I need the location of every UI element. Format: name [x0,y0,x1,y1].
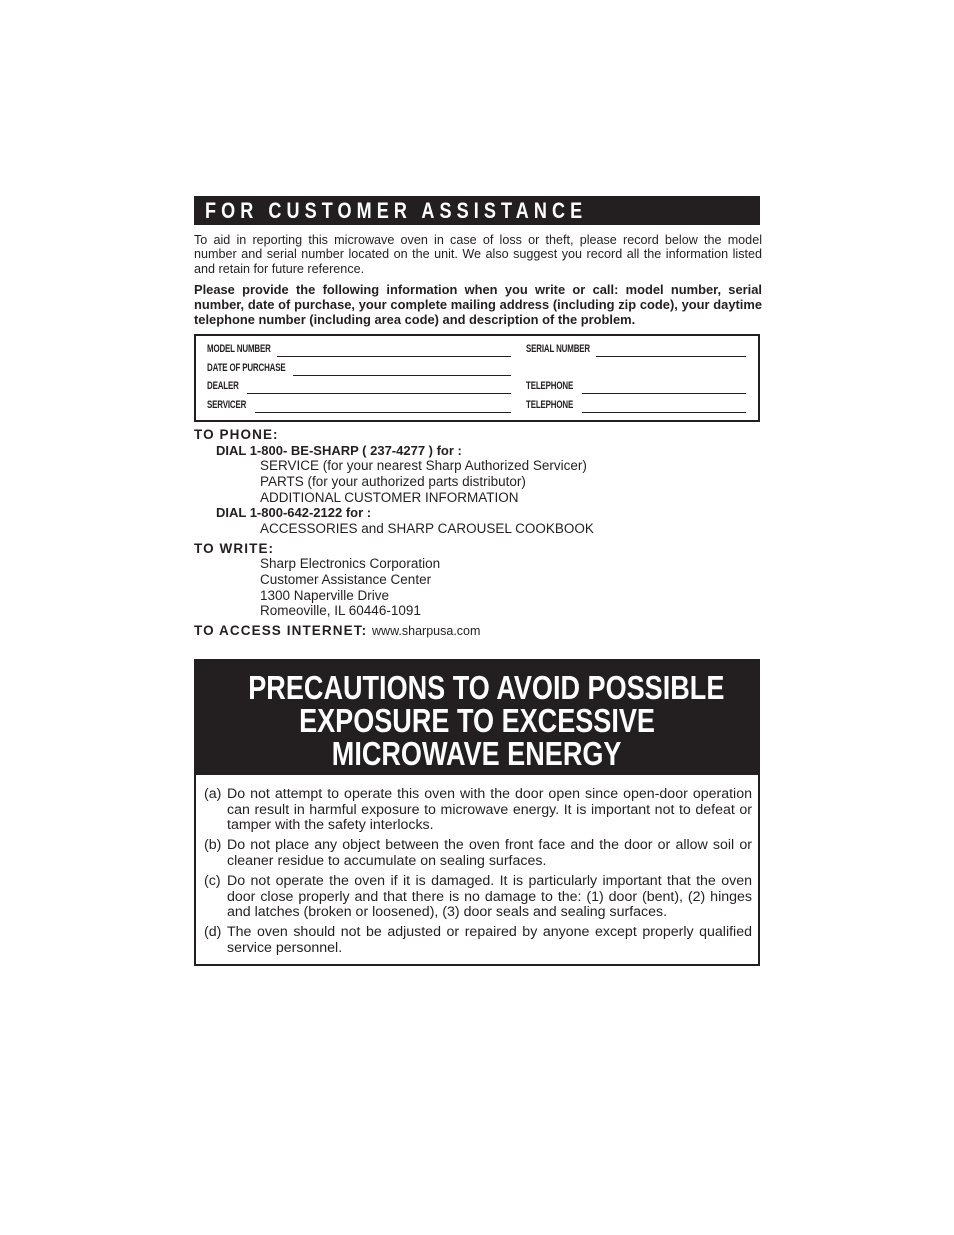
dial-1-item: ADDITIONAL CUSTOMER INFORMATION [260,490,519,505]
instructions-paragraph: Please provide the following information when you write or call: model number, serial number, date of purchase, your complete mailing address (including zip code), your daytime telephone number (including area code) and description of the problem. [194,282,762,328]
telephone-field-2[interactable] [582,412,746,413]
address-line: Sharp Electronics Corporation [260,556,441,571]
serial-number-field[interactable] [596,356,746,357]
telephone-label-2: TELEPHONE [526,399,574,411]
servicer-label: SERVICER [207,399,247,411]
dealer-label: DEALER [207,380,239,392]
precautions-header [196,661,758,775]
precautions-title-line: EXPOSURE TO EXCESSIVE [299,702,655,739]
precaution-tag: (d) [204,924,222,940]
customer-assistance-title: FOR CUSTOMER ASSISTANCE [205,198,588,223]
customer-assistance-banner [194,196,760,225]
precautions-title-line: MICROWAVE ENERGY [332,735,622,772]
precaution-text: Do not operate the oven if it is damaged. It is particularly important that the oven door close properly and that there is no damage to the: (1) door (bent), (2) hinges and latches (broken or loosened), (3) door seals and sealing surfaces. [227,873,752,921]
address-line: Customer Assistance Center [260,572,432,587]
dial-1-item: SERVICE (for your nearest Sharp Authorized Servicer) [260,458,587,473]
serial-number-label: SERIAL NUMBER [526,343,590,355]
dial-accessories: DIAL 1-800-642-2122 for : [216,505,372,520]
precaution-item-a [204,787,752,834]
address-line: 1300 Naperville Drive [260,588,390,603]
record-form [194,334,760,422]
to-write-heading: TO WRITE: [194,541,275,556]
date-of-purchase-field[interactable] [293,375,511,376]
precaution-item-d [204,925,752,956]
precaution-text: Do not attempt to operate this oven with the door open since open-door operation can result in harmful exposure to microwave energy. It is important not to defeat or tamper with the safety interlocks. [227,786,752,834]
telephone-label-1: TELEPHONE [526,380,574,392]
precaution-item-c [204,874,752,921]
precaution-item-b [204,838,752,869]
to-phone-heading: TO PHONE: [194,427,279,442]
servicer-field[interactable] [255,412,511,413]
intro-paragraph: To aid in reporting this microwave oven in case of loss or theft, please record below the model number and serial number located on the unit. We also suggest you record all the information listed and retain for future reference. [194,233,762,276]
model-number-label: MODEL NUMBER [207,343,271,355]
precautions-box [194,659,760,966]
telephone-field-1[interactable] [582,393,746,394]
precaution-tag: (b) [204,837,222,853]
dealer-field[interactable] [247,393,511,394]
website-link[interactable]: www.sharpusa.com [372,624,481,638]
precaution-tag: (c) [204,873,221,889]
precaution-text: Do not place any object between the oven front face and the door or allow soil or cleaner residue to accumulate on sealing surfaces. [227,837,752,869]
dial-2-item: ACCESSORIES and SHARP CAROUSEL COOKBOOK [260,521,594,536]
precaution-text: The oven should not be adjusted or repaired by anyone except properly qualified service personnel. [227,924,752,956]
precaution-tag: (a) [204,786,222,802]
address-line: Romeoville, IL 60446-1091 [260,603,421,618]
internet-row [194,623,480,638]
to-access-internet-heading: TO ACCESS INTERNET: [194,623,368,638]
precautions-title-line: PRECAUTIONS TO AVOID POSSIBLE [248,669,725,706]
model-number-field[interactable] [277,356,511,357]
dial-1-item: PARTS (for your authorized parts distributor) [260,474,526,489]
dial-be-sharp: DIAL 1-800- BE-SHARP ( 237-4277 ) for : [216,443,462,458]
date-of-purchase-label: DATE OF PURCHASE [207,362,286,374]
